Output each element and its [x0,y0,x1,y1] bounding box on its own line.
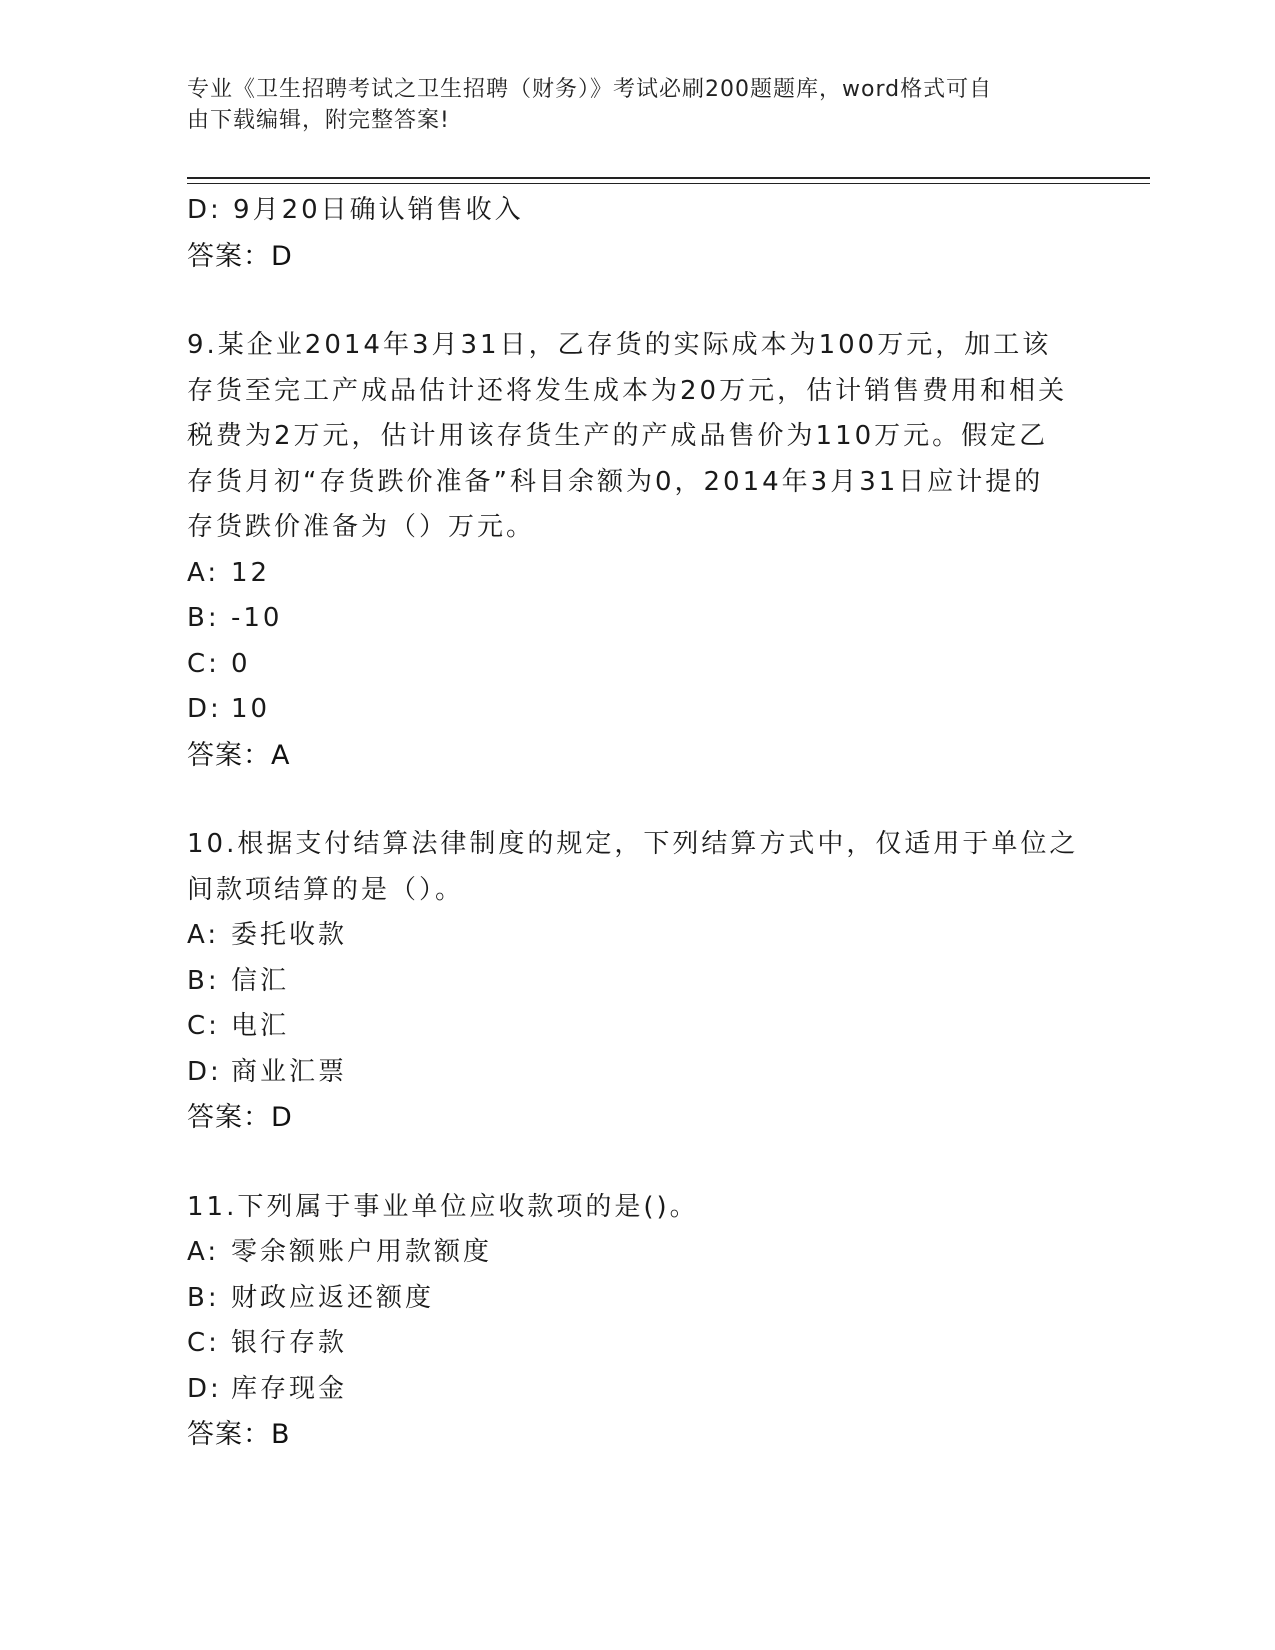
document-header [187,74,1067,136]
option-key: D: [187,694,222,724]
option-a [187,551,1087,597]
answer-line: 答案：B [187,1419,291,1450]
option-text: 银行存款 [231,1328,348,1358]
question-9 [187,323,1087,778]
option-text: 商业汇票 [231,1056,348,1087]
option-key: A: [187,920,220,950]
option-text: 零余额账户用款额度 [231,1237,493,1267]
header-divider-thick [187,177,1150,179]
question-text-line: 9.某企业2014年3月31日，乙存货的实际成本为100万元，加工该 [187,330,1052,360]
option-a [187,1230,1087,1276]
option-text: 10 [231,694,271,724]
answer-line: 答案：D [187,1102,293,1133]
option-text: 12 [231,557,271,588]
question-text [187,1185,1087,1231]
option-b [187,959,1087,1005]
question-text-line: 存货月初“存货跌价准备”科目余额为0，2014年3月31日应计提的 [187,466,1044,497]
option-c [187,1321,1087,1367]
question-text-line: 存货至完工产成品估计还将发生成本为20万元，估计销售费用和相关 [187,375,1068,406]
option-key: C: [187,1328,220,1358]
question-text-line: 存货跌价准备为（）万元。 [187,512,536,542]
header-divider-thin [187,183,1150,184]
option-key: B: [187,1282,220,1313]
option-key: A: [187,1237,220,1267]
option-key: C: [187,648,220,679]
question-text [187,822,1087,913]
option-d [187,1050,1087,1096]
option-key: B: [187,965,220,996]
option-key: C: [187,1011,220,1041]
option-text: 委托收款 [231,920,348,950]
option-text: 电汇 [231,1011,290,1041]
question-text-line: 11.下列属于事业单位应收款项的是()。 [187,1191,699,1222]
option-a [187,913,1087,959]
option-d [187,687,1087,733]
question-text-line: 间款项结算的是（）。 [187,874,465,905]
header-line-2: 由下载编辑，附完整答案! [187,108,450,133]
question-11 [187,1185,1087,1458]
option-key: D: [187,1056,222,1087]
option-d: D: 9月20日确认销售收入 [187,195,524,225]
option-text: -10 [231,603,283,633]
option-key: A: [187,557,220,588]
option-b [187,596,1087,642]
question-text-line: 10.根据支付结算法律制度的规定，下列结算方式中，仅适用于单位之 [187,829,1079,859]
option-d [187,1367,1087,1413]
option-key: B: [187,603,220,633]
document-body [187,188,1087,1458]
option-text: 财政应返还额度 [231,1282,435,1313]
option-text: 库存现金 [231,1373,348,1404]
header-line-1: 专业《卫生招聘考试之卫生招聘（财务）》考试必刷200题题库，word格式可自 [187,77,993,102]
option-b [187,1276,1087,1322]
previous-question-tail [187,188,1087,279]
option-c [187,642,1087,688]
answer-line: 答案：D [187,240,293,272]
question-text-line: 税费为2万元，估计用该存货生产的产成品售价为110万元。假定乙 [187,421,1049,451]
question-text [187,323,1087,551]
option-text: 信汇 [231,965,290,996]
question-10 [187,822,1087,1141]
option-c [187,1004,1087,1050]
option-text: 0 [231,648,251,679]
option-key: D: [187,1373,222,1404]
answer-line: 答案：A [187,739,291,771]
